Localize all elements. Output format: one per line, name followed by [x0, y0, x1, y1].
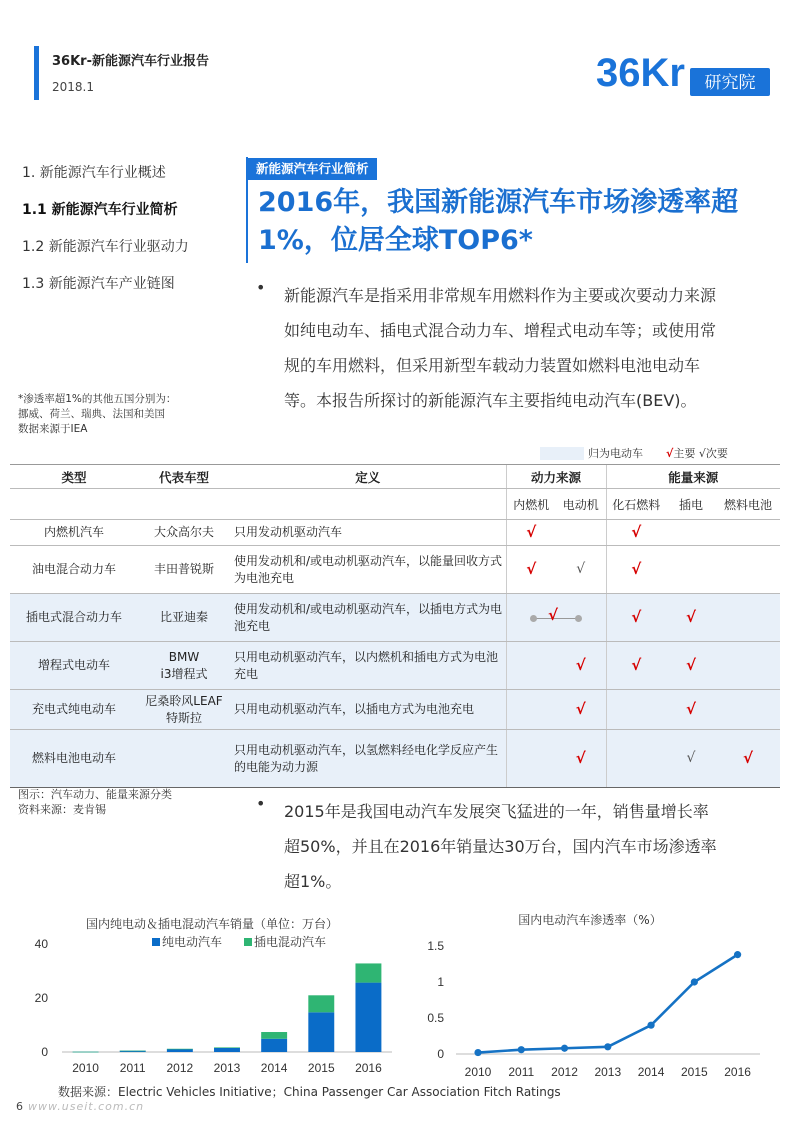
- cell-mark: [666, 520, 716, 546]
- headline: 2016年，我国新能源汽车市场渗透率超1%，位居全球TOP6*: [258, 187, 739, 256]
- ev-legend-label: 归为电动车: [588, 447, 643, 460]
- logo-wordmark: 36Kr: [596, 51, 685, 95]
- cell-mark: [666, 594, 716, 642]
- toc-item-1[interactable]: 1. 新能源汽车行业概述: [22, 165, 166, 181]
- cell-mark: [666, 730, 716, 788]
- report-title: 36Kr-新能源汽车行业报告: [52, 54, 209, 69]
- cell-mark: [606, 520, 666, 546]
- primary-mark: √: [631, 522, 642, 541]
- primary-mark: √: [526, 522, 537, 541]
- legend-swatch: [244, 938, 252, 946]
- table-source: 图示：汽车动力、能量来源分类 资料来源：麦肯锡: [18, 788, 172, 816]
- cell-mark: [666, 642, 716, 690]
- x-tick-label: 2012: [551, 1065, 578, 1079]
- primary-mark: √: [575, 699, 586, 718]
- primary-mark: √: [685, 607, 696, 626]
- cell-definition: 使用发动机和/或电动机驱动汽车，以插电方式为电池充电: [230, 594, 506, 642]
- x-tick-label: 2011: [119, 1061, 146, 1075]
- cell-mark: [606, 546, 666, 594]
- secondary-mark: √: [686, 750, 696, 766]
- sub-motor: 电动机: [556, 489, 606, 520]
- y-tick-label: 1.5: [427, 939, 444, 953]
- table-row: [10, 546, 780, 594]
- cell-mark: [606, 690, 666, 730]
- watermark: www.useit.com.cn: [28, 1100, 145, 1113]
- cell-mark: [716, 642, 780, 690]
- cell-mark: [556, 730, 606, 788]
- cell-mark: [606, 730, 666, 788]
- bullet-growth: [256, 794, 726, 904]
- sub-fuelcell: 燃料电池: [716, 489, 780, 520]
- cell-mark: [716, 520, 780, 546]
- secondary-label: 次要: [705, 447, 728, 460]
- legend-label: 纯电动汽车: [162, 935, 223, 949]
- cell-definition: 使用发动机和/或电动机驱动汽车，以能量回收方式为电池充电: [230, 546, 506, 594]
- penetration-series-line: [478, 955, 738, 1053]
- bar-2014: [261, 1039, 287, 1052]
- combined-power-connector: [530, 605, 582, 625]
- bar-2012: [167, 1049, 193, 1050]
- bar-2016: [355, 983, 381, 1052]
- table-of-contents: [22, 162, 232, 310]
- cell-mark: [666, 546, 716, 594]
- cell-mark: [506, 520, 556, 546]
- point-2016: [734, 951, 741, 958]
- cell-definition: 只用电动机驱动汽车，以插电方式为电池充电: [230, 690, 506, 730]
- cell-mark: [556, 690, 606, 730]
- bullet-definition: [256, 278, 726, 453]
- report-date: 2018.1: [52, 80, 94, 94]
- x-tick-label: 2010: [72, 1061, 99, 1075]
- bar-2011: [120, 1051, 146, 1052]
- mark-legend: [666, 445, 728, 461]
- primary-mark: √: [685, 655, 696, 674]
- primary-mark: √: [575, 655, 586, 674]
- header-model: 代表车型: [138, 465, 230, 489]
- logo-sub: 研究院: [704, 73, 756, 93]
- section-tag: 新能源汽车行业简析: [248, 158, 377, 180]
- cell-mark: [556, 642, 606, 690]
- cell-mark: [716, 690, 780, 730]
- y-tick-label: 0.5: [427, 1011, 444, 1025]
- cell-mark: [506, 546, 556, 594]
- cell-model: [138, 730, 230, 788]
- toc-item-2[interactable]: 1.1 新能源汽车行业简析: [22, 202, 178, 218]
- ev-swatch: [540, 447, 584, 460]
- vehicle-classification-table: [10, 464, 780, 788]
- point-2011: [518, 1046, 525, 1053]
- x-tick-label: 2016: [355, 1061, 382, 1075]
- header-definition: 定义: [230, 465, 506, 489]
- bar-2010: [73, 1052, 99, 1053]
- cell-type: 增程式电动车: [10, 642, 138, 690]
- header-type: 类型: [10, 465, 138, 489]
- sub-plugin: 插电: [666, 489, 716, 520]
- primary-mark: √: [526, 559, 537, 578]
- cell-definition: 只用发动机驱动汽车: [230, 520, 506, 546]
- chart-title: 国内纯电动＆插电混动汽车销量（单位：万台）: [85, 917, 339, 931]
- cell-mark: [556, 546, 606, 594]
- sub-fossil: 化石燃料: [606, 489, 666, 520]
- primary-mark: √: [685, 699, 696, 718]
- table-row: [10, 520, 780, 546]
- cell-mark: [506, 730, 556, 788]
- x-tick-label: 2014: [260, 1061, 288, 1075]
- cell-mark: [506, 594, 606, 642]
- x-tick-label: 2012: [166, 1061, 194, 1075]
- cell-model: 丰田普锐斯: [138, 546, 230, 594]
- bar-2015: [308, 1012, 334, 1052]
- y-tick-label: 0: [437, 1047, 444, 1061]
- cell-mark: [606, 594, 666, 642]
- cell-type: 油电混合动力车: [10, 546, 138, 594]
- x-tick-label: 2013: [594, 1065, 622, 1079]
- header-accent-bar: [34, 46, 39, 100]
- cell-mark: [716, 730, 780, 788]
- x-tick-label: 2014: [637, 1065, 665, 1079]
- bar-2016: [355, 963, 381, 982]
- footnote: *渗透率超1%的其他五国分别为： 挪威、荷兰、瑞典、法国和美国 数据来源于IEA: [18, 393, 177, 435]
- cell-mark: [606, 642, 666, 690]
- x-tick-label: 2016: [724, 1065, 751, 1079]
- x-tick-label: 2010: [464, 1065, 492, 1079]
- primary-label: 主要: [673, 447, 696, 460]
- y-tick-label: 1: [437, 975, 444, 989]
- point-2014: [647, 1022, 654, 1029]
- point-2010: [474, 1049, 481, 1056]
- bar-2013: [214, 1048, 240, 1052]
- cell-mark: [716, 594, 780, 642]
- secondary-mark: √: [576, 561, 586, 577]
- penetration-line-chart: [410, 908, 780, 1088]
- cell-mark: [506, 690, 556, 730]
- bar-2015: [308, 995, 334, 1012]
- bar-2014: [261, 1032, 287, 1039]
- cell-type: 内燃机汽车: [10, 520, 138, 546]
- primary-mark: √: [548, 605, 559, 624]
- primary-mark: √: [742, 748, 753, 767]
- page-number: 6: [16, 1100, 23, 1113]
- x-tick-label: 2015: [680, 1065, 708, 1079]
- table-row: [10, 594, 780, 642]
- sub-ice: 内燃机: [506, 489, 556, 520]
- x-tick-label: 2011: [508, 1065, 535, 1079]
- primary-mark: √: [666, 447, 674, 460]
- point-2012: [561, 1045, 568, 1052]
- brand-logo: [596, 44, 772, 104]
- point-2015: [691, 978, 698, 985]
- cell-mark: [506, 642, 556, 690]
- table-row: [10, 730, 780, 788]
- x-tick-label: 2013: [213, 1061, 241, 1075]
- legend-swatch: [152, 938, 160, 946]
- point-2013: [604, 1043, 611, 1050]
- table-row: [10, 690, 780, 730]
- toc-item-4[interactable]: 1.3 新能源汽车产业链图: [22, 276, 175, 292]
- bullet-dot: •: [256, 278, 266, 297]
- cell-definition: 只用电动机驱动汽车，以内燃机和插电方式为电池充电: [230, 642, 506, 690]
- cell-mark: [556, 520, 606, 546]
- cell-type: 燃料电池电动车: [10, 730, 138, 788]
- y-tick-label: 40: [34, 937, 48, 951]
- table-row: [10, 642, 780, 690]
- bar-2013: [214, 1047, 240, 1048]
- bullet-text: 新能源汽车是指采用非常规车用燃料作为主要或次要动力来源如纯电动车、插电式混合动力车、增程式电动车等；或使用常规的车用燃料，但采用新型车载动力装置如燃料电池电动车等。本报告所探讨的新能源汽车主要指纯电动汽车(BEV)。: [284, 286, 717, 410]
- bullet-dot: •: [256, 794, 266, 813]
- cell-model: BMW i3增程式: [138, 642, 230, 690]
- y-tick-label: 20: [34, 991, 48, 1005]
- primary-mark: √: [631, 559, 642, 578]
- toc-item-3[interactable]: 1.2 新能源汽车行业驱动力: [22, 239, 189, 255]
- x-tick-label: 2015: [307, 1061, 335, 1075]
- bar-2012: [167, 1049, 193, 1052]
- bullet-text: 2015年是我国电动汽车发展突飞猛进的一年，销售量增长率超50%，并且在2016年销量达30万台，国内汽车市场渗透率超1%。: [284, 802, 717, 891]
- table-legend: [540, 444, 780, 462]
- secondary-mark: √: [698, 447, 706, 460]
- cell-model: 尼桑聆风LEAF 特斯拉: [138, 690, 230, 730]
- cell-model: 比亚迪秦: [138, 594, 230, 642]
- cell-type: 插电式混合动力车: [10, 594, 138, 642]
- cell-definition: 只用电动机驱动汽车，以氢燃料经电化学反应产生的电能为动力源: [230, 730, 506, 788]
- y-tick-label: 0: [41, 1045, 48, 1059]
- cell-mark: [716, 546, 780, 594]
- legend-label: 插电混动汽车: [254, 935, 327, 949]
- cell-mark: [666, 690, 716, 730]
- header-power: 动力来源: [506, 465, 606, 489]
- cell-model: 大众高尔夫: [138, 520, 230, 546]
- sales-bar-chart: [22, 908, 402, 1088]
- primary-mark: √: [575, 748, 586, 767]
- header-energy: 能量来源: [606, 465, 780, 489]
- chart-title: 国内电动汽车渗透率（%）: [518, 913, 662, 927]
- cell-type: 充电式纯电动车: [10, 690, 138, 730]
- primary-mark: √: [631, 655, 642, 674]
- chart-source: 数据来源：Electric Vehicles Initiative；China Passenger Car Association Fitch Ratings: [58, 1085, 561, 1099]
- primary-mark: √: [631, 607, 642, 626]
